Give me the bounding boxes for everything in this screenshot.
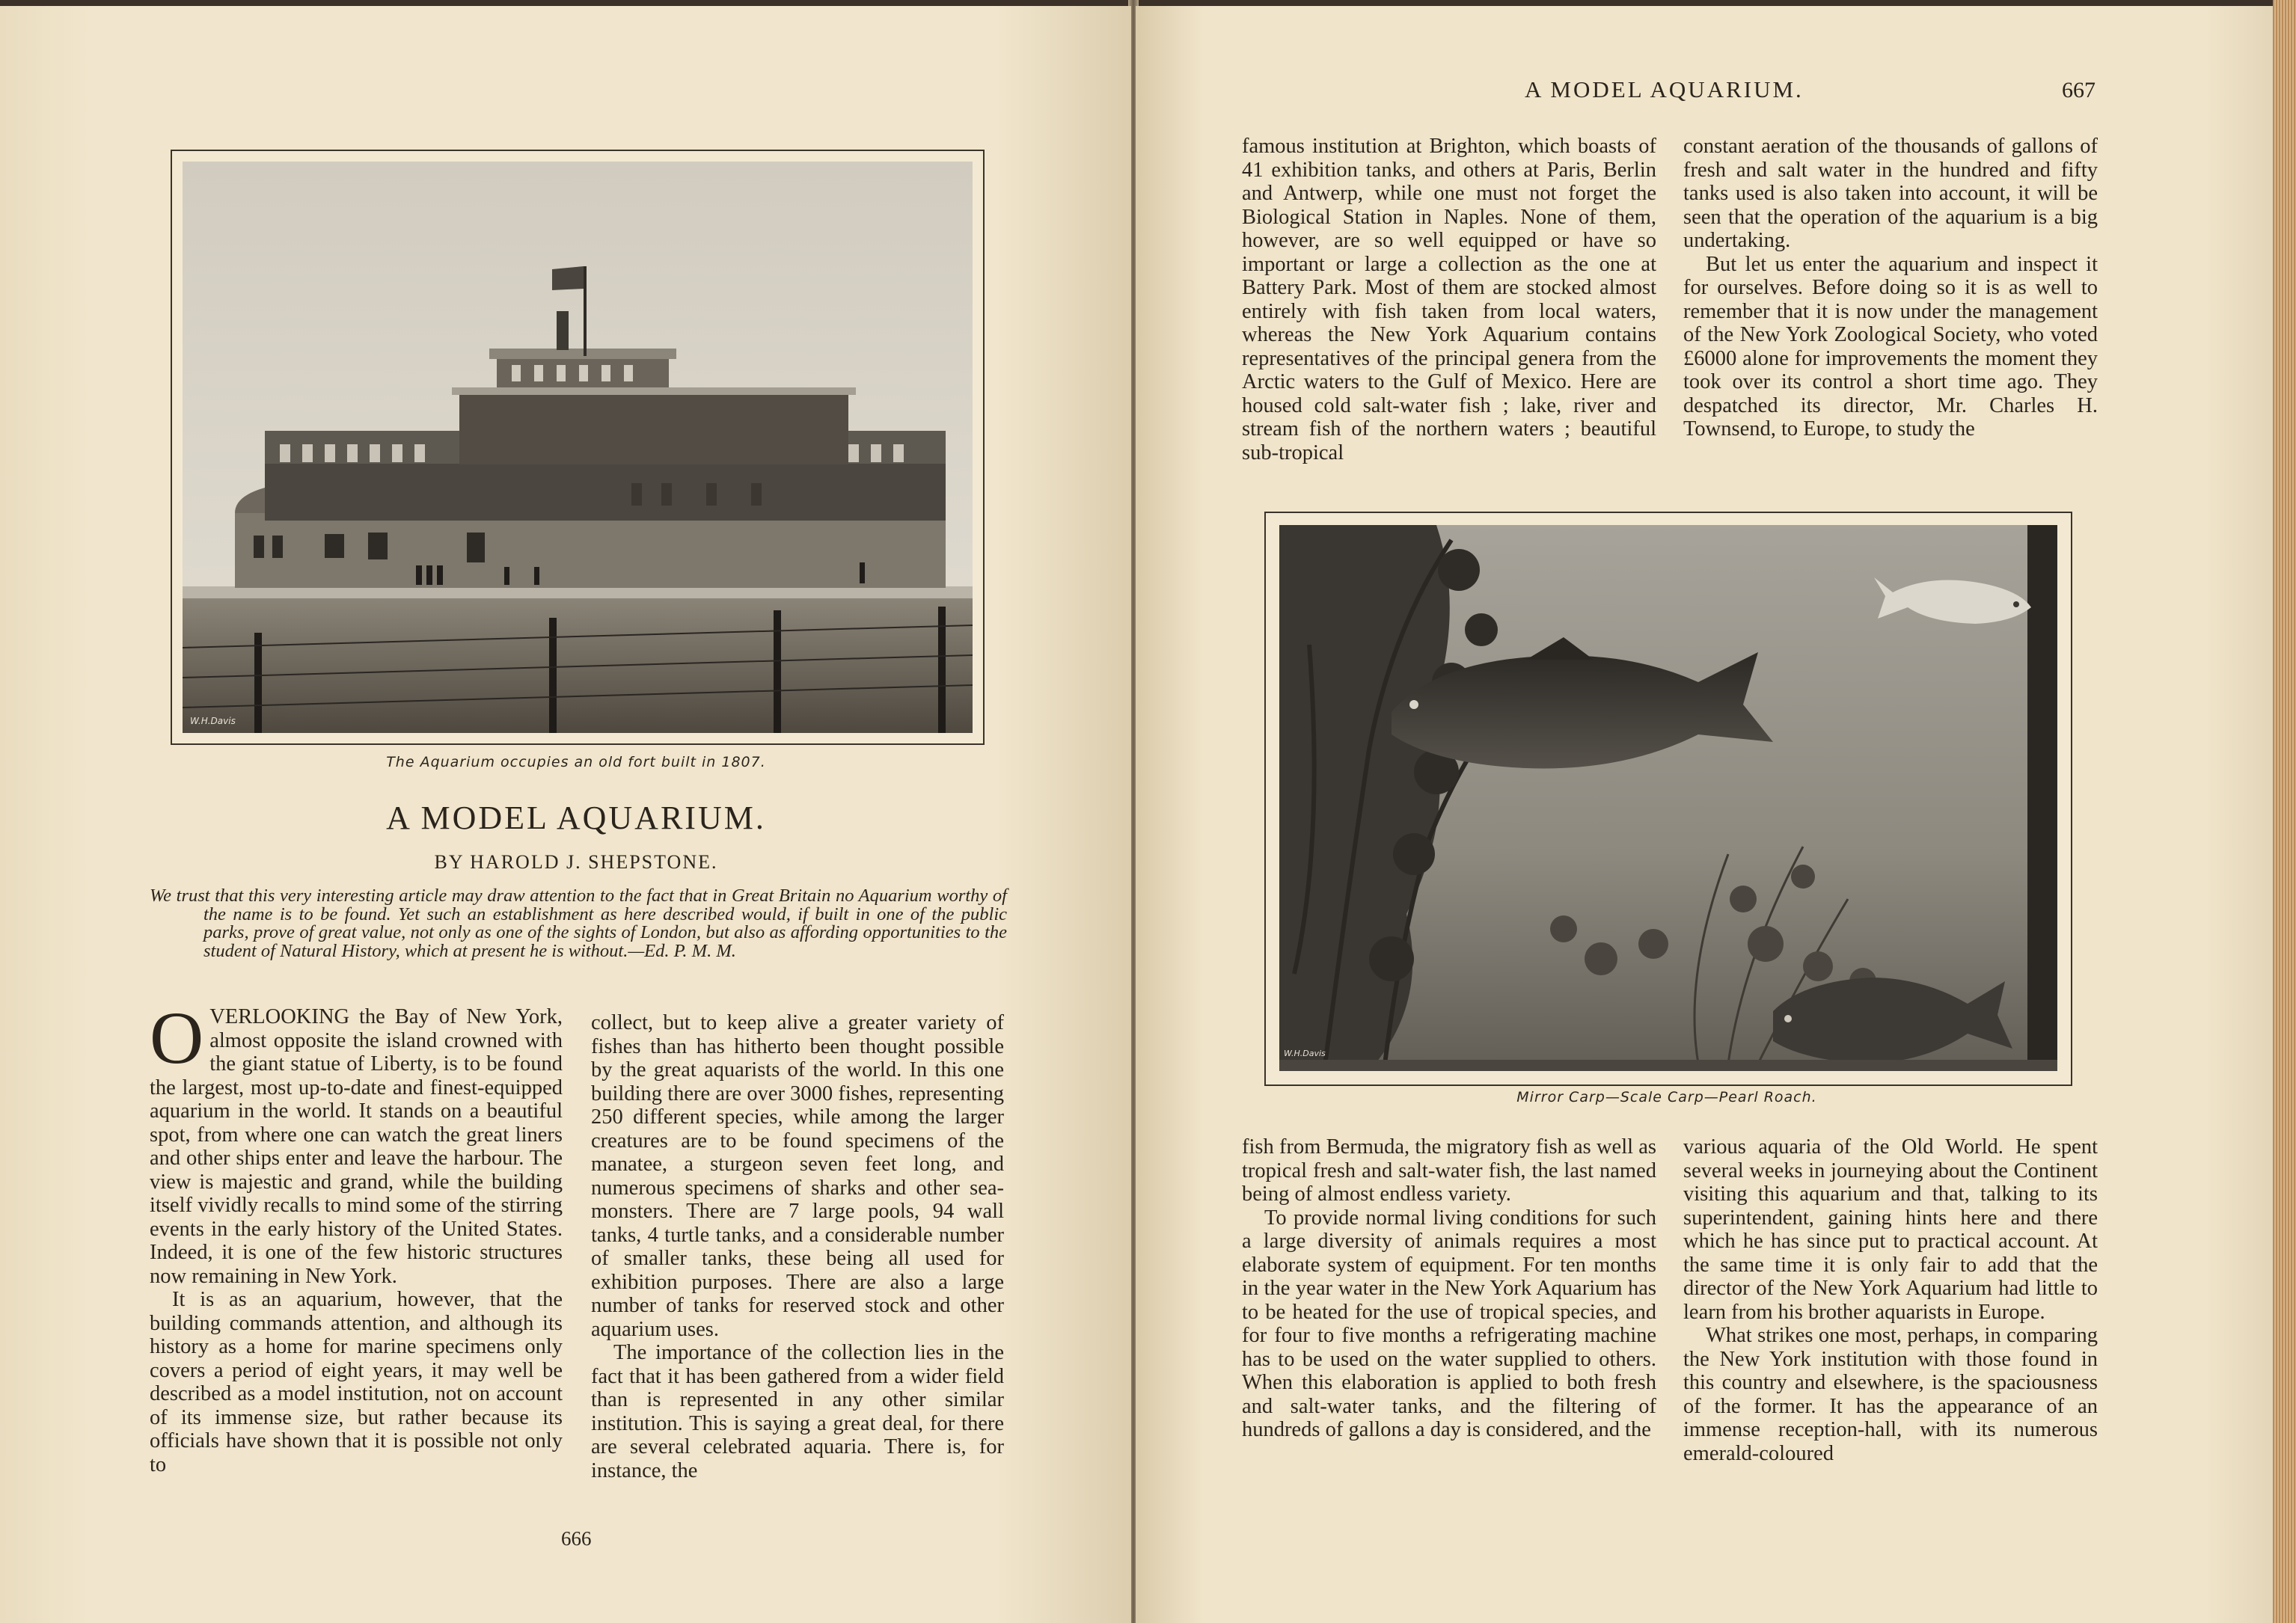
paragraph-collect: collect, but to keep alive a greater variety of fishes than has hitherto been thought possible by the great aquarists of the world. In this one building there are over 3000 fishes, representing 250 different species, while among the larger creatures are to be found specimens of the manatee, a sturgeon seven feet long, and numerous specimens of sharks and other sea-monsters. There are 7 large pools, 94 wall tanks, 4 turtle tanks, and a considerable number of smaller tanks, these being all used for exhibition purposes. There are also a large number of tanks for reserved stock and other aquarium uses. [591,1011,1004,1341]
photo-caption: The Aquarium occupies an old fort built in 1807. [386,754,766,770]
right-top-column-2 [1683,135,2098,441]
paragraph-as-an-aquarium: It is as an aquarium, however, that the building commands attention, and although its history as a home for marine specimens only covers a period of eight years, it may well be described as a model institution, not on account of its immense size, but rather because its officials have shown that it is possible not only to [150,1288,563,1476]
aquarium-building-photo-frame [171,150,985,745]
left-page [0,6,1131,1623]
right-bottom-column-2 [1683,1135,2098,1465]
article-title: A MODEL AQUARIUM. [386,800,766,836]
aquarium-building-photo [183,162,973,733]
fish-photo-caption: Mirror Carp—Scale Carp—Pearl Roach. [1516,1089,1817,1105]
paragraph-overlooking-text: VERLOOKING the Bay of New York, almost opposite the island crowned with the giant statue of Liberty, is to be found the largest, most up-to-date and finest-equipped aquarium in the world. It stands on a beautiful spot, from where one can watch the great liners and other ships enter and leave the harbour. The view is majestic and grand, while the building itself vividly recalls to mind some of the stirring events in the early history of the United States. Indeed, it is one of the few historic structures now remaining in New York. [150,1005,563,1288]
fort-aquarium-illustration [183,162,973,733]
right-bottom-column-1 [1242,1135,1656,1442]
paragraph-enter-aquarium: But let us enter the aquarium and inspect it for ourselves. Before doing so it is as well to remember that it is now under the management of the New York Zoological Society, who voted £6000 alone for improvements the moment they took over its control a short time ago. They despatched its director, Mr. Charles H. Townsend, to Europe, to study the [1683,252,2098,441]
drop-cap: O [150,996,204,1079]
carp-tank-illustration [1279,525,2057,1071]
paragraph-overlooking [150,996,563,1288]
paragraph-old-world: various aquaria of the Old World. He spent several weeks in journeying about the Continent visiting this aquarium and that, talking to its superintendent, gaining hints here and there which he has since put to practical account. At the same time it is only fair to add that the director of the New York Aquarium had little to learn from his brother aquarists in Europe. [1683,1135,2098,1324]
fish-photo-credit: W.H.Davis [1284,1049,1326,1058]
photo-credit: W.H.Davis [190,716,236,726]
editor-note [150,887,1007,960]
page-number-left: 666 [561,1527,592,1550]
fish-photo-frame [1264,512,2072,1086]
paragraph-brighton: famous institution at Brighton, which boasts of 41 exhibition tanks, and others at Paris, Berlin and Antwerp, while one must not forget the Biological Station in Naples. None of them, however, are so well equipped or have so important or large a collection as the one at Battery Park. Most of them are stocked almost entirely with fish taken from local waters, whereas the New York Aquarium contains representatives of the principal genera from the Arctic waters to the Gulf of Mexico. Here are housed cold salt-water fish ; lake, river and stream fish of the northern waters ; beautiful sub-tropical [1242,135,1656,464]
paragraph-spaciousness: What strikes one most, perhaps, in comparing the New York institution with those found in this country and elsewhere, is the spaciousness of the former. It has the appearance of an immense reception-hall, with its numerous emerald-coloured [1683,1324,2098,1465]
running-head: A MODEL AQUARIUM. [1525,76,1804,102]
left-column-2 [591,1011,1004,1482]
paragraph-living-conditions: To provide normal living conditions for such a large diversity of animals requires a most elaborate system of equipment. For ten months in the year water in the New York Aquarium has to be heated for the use of tropical species, and for four to five months a refrigerating machine has to be used on the water supplied to others. When this elaboration is applied to both fresh and salt-water tanks, and the filtering of hundreds of gallons a day is considered, and the [1242,1206,1656,1441]
page-number-right: 667 [2062,78,2096,102]
editor-note-text: We trust that this very interesting article may draw attention to the fact that in Great Britain no Aquarium worthy of the name is to be found. Yet such an establishment as here described would, if built in one of the public parks, prove of great value, not only as one of the sights of London, but also as affording opportunities to the student of Natural History, which at present he is without.—Ed. P. M. M. [150,886,1007,961]
left-column-1 [150,996,563,1476]
article-byline: BY HAROLD J. SHEPSTONE. [434,851,718,873]
right-page [1136,6,2273,1623]
fish-photo [1279,525,2057,1071]
paragraph-importance: The importance of the collection lies in the fact that it has been gathered from a wider field than is represented in any other similar institution. This is saying a great deal, for there are several celebrated aquaria. There is, for instance, the [591,1341,1004,1482]
right-top-column-1 [1242,135,1656,464]
paragraph-bermuda: fish from Bermuda, the migratory fish as well as tropical fresh and salt-water fish, the last named being of almost endless variety. [1242,1135,1656,1206]
book-page-edges [2273,0,2296,1623]
paragraph-aeration: constant aeration of the thousands of gallons of fresh and salt water in the hundred and fifty tanks used is also taken into account, it will be seen that the operation of the aquarium is a big undertaking. [1683,135,2098,252]
